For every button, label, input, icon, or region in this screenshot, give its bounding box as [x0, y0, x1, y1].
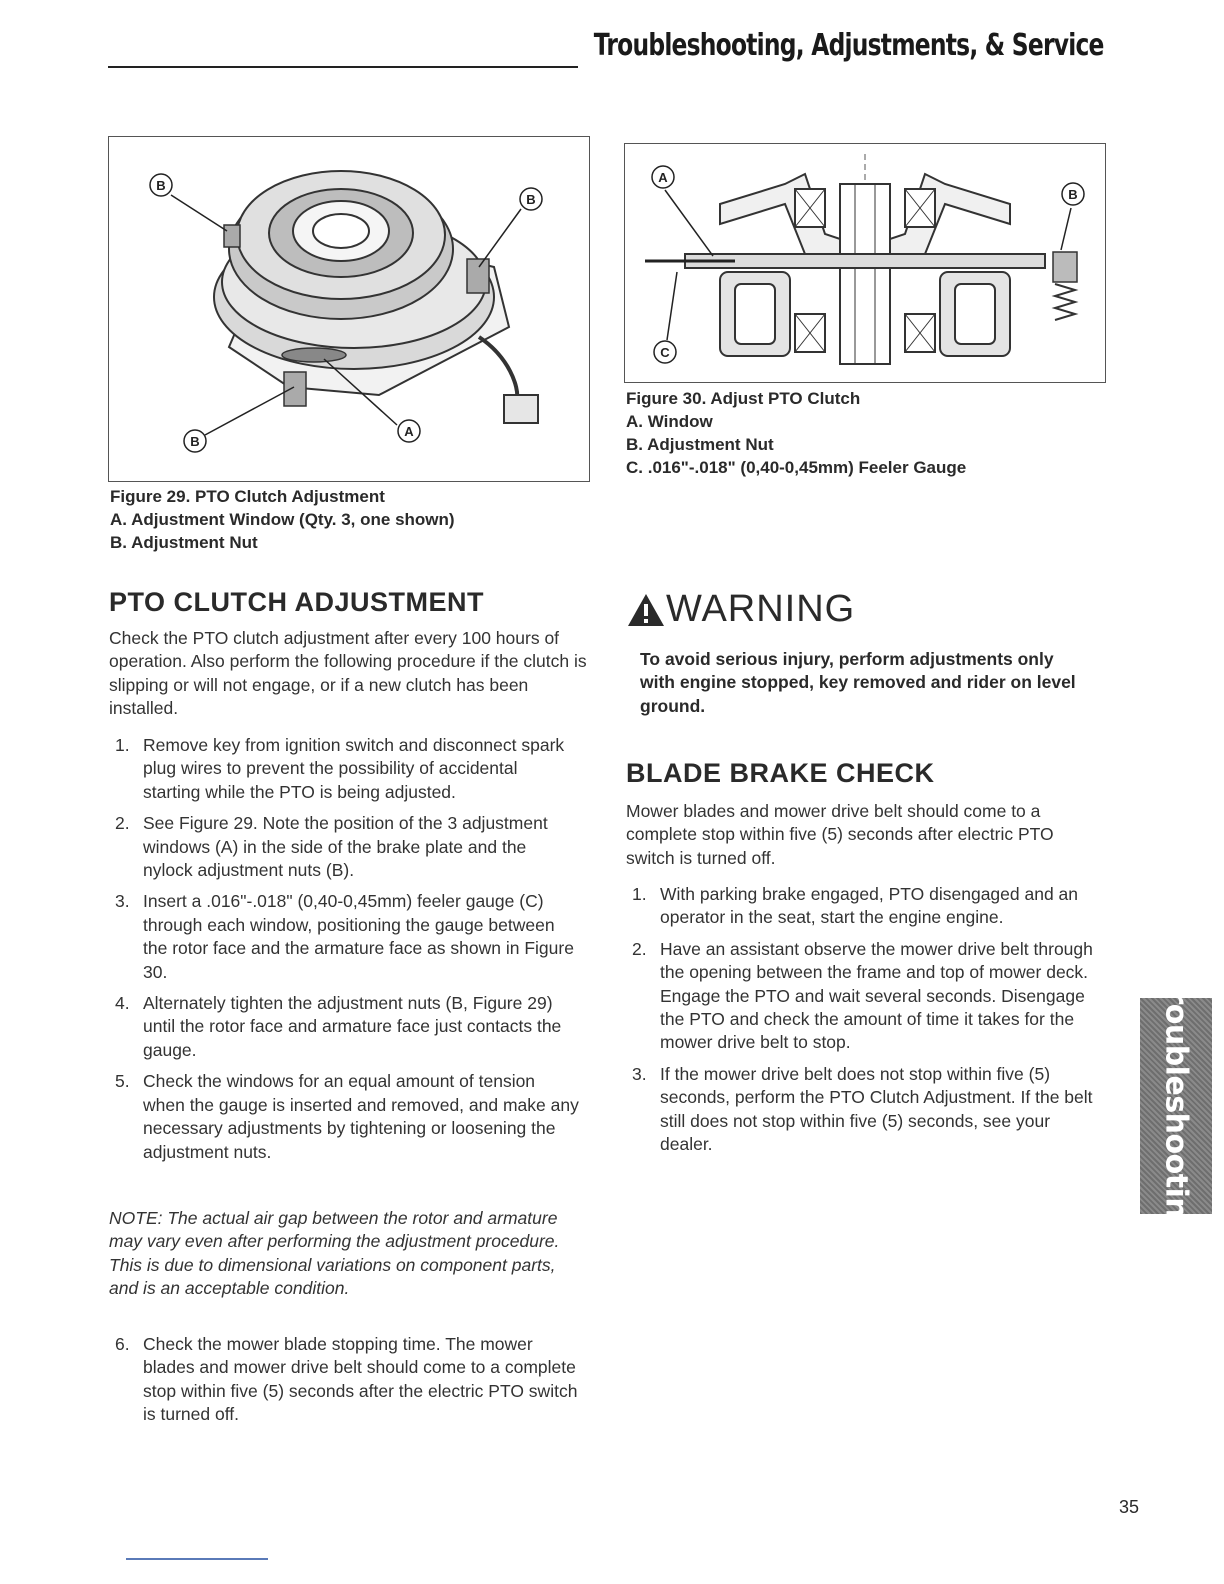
fig30-callout-c: C: [660, 345, 670, 360]
page-number: 35: [1119, 1497, 1140, 1517]
figure-30-caption-item-c: C. .016"-.018" (0,40-0,45mm) Feeler Gauge: [626, 458, 967, 477]
blade-intro-paragraph: Mower blades and mower drive belt should come to a complete stop within five (5) seconds after electric PTO switch is turned off.: [626, 801, 1054, 868]
list-item: 1. Remove key from ignition switch and disconnect spark plug wires to prevent the possibility of accidental starting while the PTO is being adjusted.: [115, 735, 565, 802]
list-item: 2. Have an assistant observe the mower drive belt through the opening between the frame and top of mower deck. Engage the PTO and wait several seconds. Disengage the PTO and check the amount of time it takes for the mower drive belt to stop.: [632, 938, 1093, 1053]
warning-title-text: WARNING: [666, 588, 856, 630]
pto-intro-paragraph: Check the PTO clutch adjustment after every 100 hours of operation. Also perform the following procedure if the clutch is slipping or will not engage, or if a new clutch has been installed.: [109, 628, 587, 719]
figure-30-caption: [626, 387, 966, 479]
figure-29-caption-item-b: B. Adjustment Nut: [110, 533, 258, 552]
figure-30-caption-title: Figure 30. Adjust PTO Clutch: [626, 389, 861, 408]
fig30-callout-a: A: [658, 170, 668, 185]
pto-note-paragraph: NOTE: The actual air gap between the rotor and armature may vary even after performing the adjustment procedure. This is due to dimensional variations on component parts, and is an acceptable condition.: [109, 1208, 560, 1299]
blade-steps-list: [626, 883, 1106, 1164]
pto-steps-list: [109, 734, 579, 1172]
fig29-callout-b-bottom-left: B: [190, 434, 200, 449]
list-item: 3. If the mower drive belt does not stop within five (5) seconds, perform the PTO Clutch Adjustment. If the belt still does not stop within five (5) seconds, see your dealer.: [632, 1063, 1093, 1155]
pto-step-6-list: [109, 1333, 579, 1435]
fig29-callout-b-top-left: B: [156, 178, 166, 193]
figure-29-pto-clutch-illustration: [108, 136, 590, 482]
warning-title: [626, 588, 855, 631]
header-rule: [108, 66, 578, 68]
figure-30-pto-clutch-cross-section: [624, 143, 1106, 383]
fig29-callout-b-top-right: B: [526, 192, 536, 207]
list-item: 5. Check the windows for an equal amount of tension when the gauge is inserted and removed, and make any necessary adjustments by tightening or loosening the adjustment nuts.: [115, 1071, 579, 1162]
pto-clutch-adjustment-heading: PTO CLUTCH ADJUSTMENT: [109, 587, 484, 617]
list-item: 2. See Figure 29. Note the position of the 3 adjustment windows (A) in the side of the brake plate and the nylock adjustment nuts (B).: [115, 813, 548, 881]
page-header-title: Troubleshooting, Adjustments, & Service: [594, 28, 1104, 63]
figure-30-caption-item-b: B. Adjustment Nut: [626, 435, 774, 454]
figure-30-caption-item-a: A. Window: [626, 412, 713, 431]
side-tab-label: Troubleshooting: [1158, 972, 1194, 1240]
blade-brake-check-heading: BLADE BRAKE CHECK: [626, 758, 935, 788]
warning-text: To avoid serious injury, perform adjustments only with engine stopped, key removed and rider on level ground.: [640, 649, 1076, 716]
figure-29-caption-item-a: A. Adjustment Window (Qty. 3, one shown): [110, 510, 455, 529]
list-item: 4. Alternately tighten the adjustment nuts (B, Figure 29) until the rotor face and armature face just contacts the gauge.: [115, 993, 562, 1060]
warning-triangle-icon: [626, 592, 666, 628]
section-side-tab: [1140, 972, 1212, 1240]
fig29-callout-a: A: [404, 424, 414, 439]
list-item: 3. Insert a .016"-.018" (0,40-0,45mm) feeler gauge (C) through each window, positioning the gauge between the rotor face and the armature face as shown in Figure 30.: [115, 891, 574, 982]
fig30-callout-b: B: [1068, 187, 1078, 202]
figure-29-caption: [110, 485, 455, 554]
footer-rule: [126, 1558, 268, 1560]
list-item: 6. Check the mower blade stopping time. The mower blades and mower drive belt should come to a complete stop within five (5) seconds after the electric PTO switch is turned off.: [115, 1334, 578, 1425]
figure-29-caption-title: Figure 29. PTO Clutch Adjustment: [110, 487, 385, 506]
list-item: 1. With parking brake engaged, PTO disengaged and an operator in the seat, start the engine engine.: [632, 884, 1079, 928]
